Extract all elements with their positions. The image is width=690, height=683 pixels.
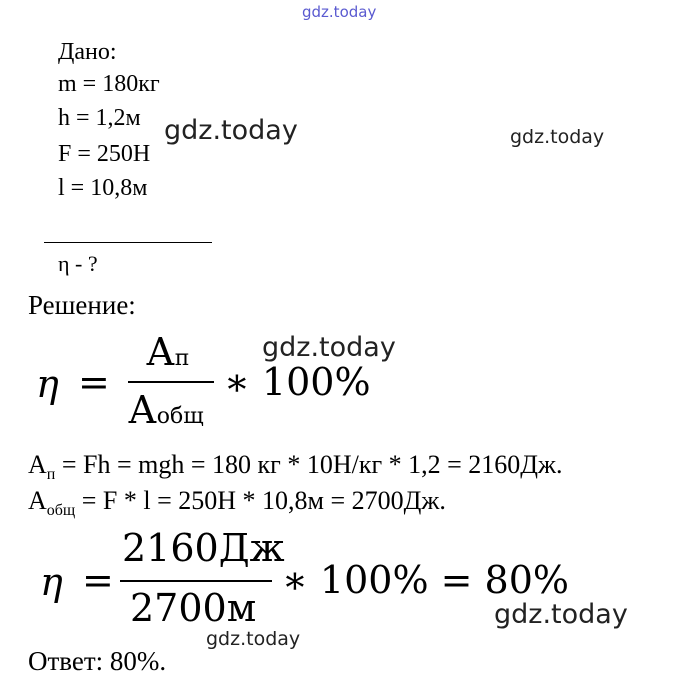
total-work-symbol: А (28, 486, 47, 515)
watermark-4: gdz.today (494, 599, 628, 630)
formula1-equals: = (78, 360, 110, 404)
given-length: l = 10,8м (58, 175, 148, 201)
useful-work-expression: = Fh = mgh = 180 кг * 10Н/кг * 1,2 = 2160Дж. (55, 450, 563, 479)
useful-work-symbol: А (28, 450, 47, 479)
formula1-den-sub: общ (156, 404, 204, 429)
formula2-denominator: 2700м (130, 586, 257, 630)
formula1-rhs: ∗ 100% (224, 360, 371, 404)
answer-text: Ответ: 80%. (28, 646, 167, 676)
given-divider (44, 242, 212, 243)
formula1-fraction-bar (128, 381, 214, 383)
useful-work-line (28, 450, 562, 484)
watermark-2: gdz.today (510, 126, 605, 148)
given-heading: Дано: (58, 39, 117, 65)
total-work-expression: = F * l = 250Н * 10,8м = 2700Дж. (75, 486, 446, 515)
formula2-numerator: 2160Дж (122, 526, 285, 570)
formula1-denominator (128, 388, 204, 432)
formula1-num-main: А (146, 330, 175, 374)
watermark-1: gdz.today (164, 115, 298, 146)
formula2-eta: η (40, 560, 63, 604)
formula1-eta: η (36, 362, 59, 406)
solution-heading: Решение: (28, 290, 136, 320)
formula2-fraction-bar (120, 580, 272, 582)
given-height: h = 1,2м (58, 105, 141, 131)
watermark-5: gdz.today (206, 628, 301, 650)
given-force: F = 250Н (58, 141, 151, 167)
given-mass: m = 180кг (58, 71, 160, 97)
total-work-sub: общ (46, 502, 76, 520)
formula1-numerator (146, 330, 189, 374)
watermark-3: gdz.today (262, 332, 396, 363)
formula2-equals: = (82, 558, 114, 602)
formula2-rhs: ∗ 100% = 80% (282, 558, 570, 602)
watermark-top: gdz.today (302, 3, 377, 21)
given-find: η - ? (58, 251, 98, 276)
useful-work-sub: п (46, 466, 56, 484)
formula1-num-sub: п (174, 346, 190, 371)
formula1-den-main: А (128, 388, 157, 432)
total-work-line (28, 486, 446, 520)
